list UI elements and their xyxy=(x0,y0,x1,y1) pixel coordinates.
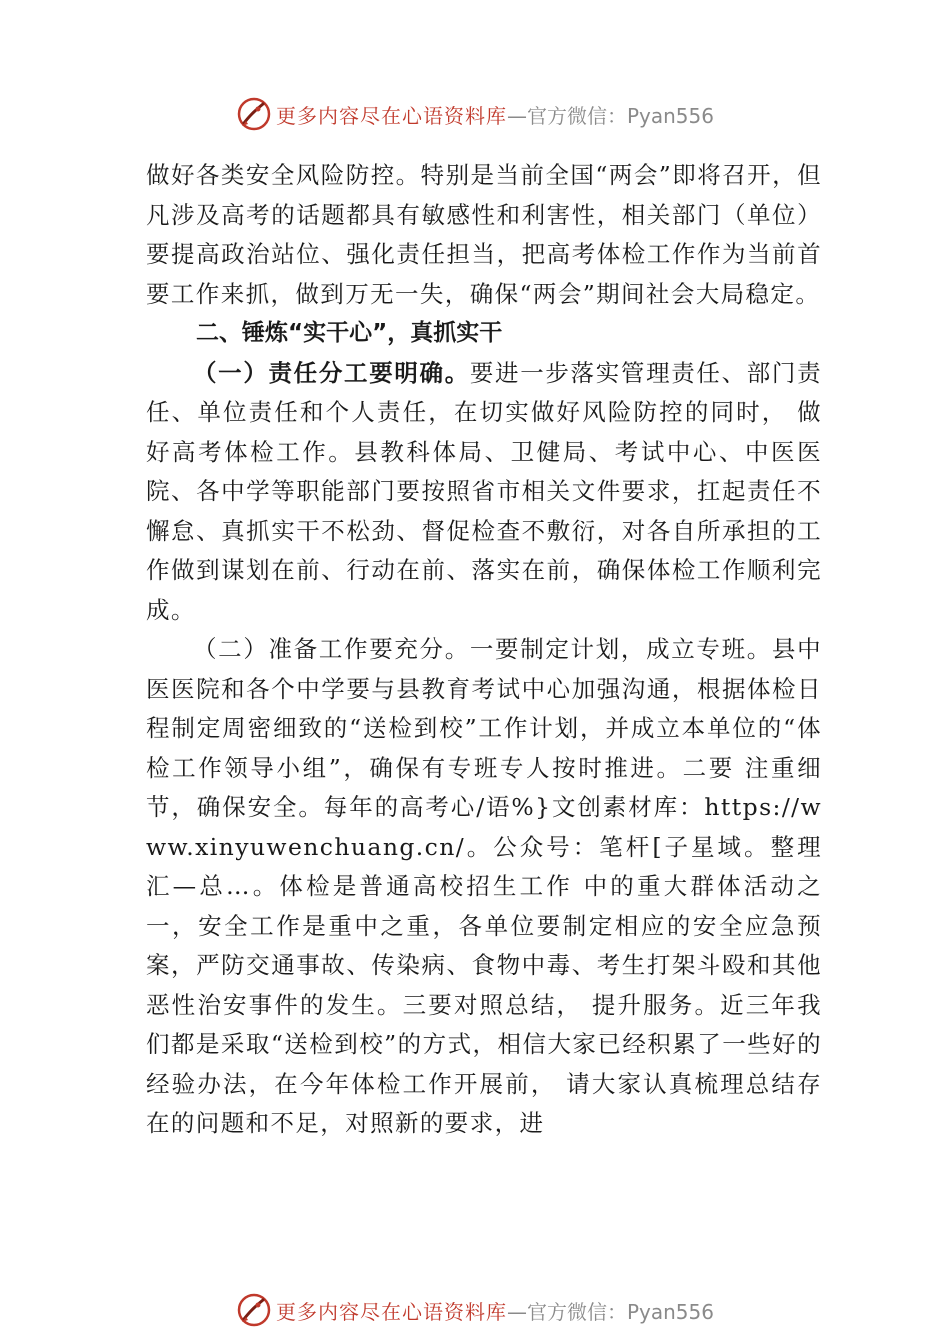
header-brand-text: 更多内容尽在心语资料库 xyxy=(275,103,507,128)
document-body xyxy=(146,156,822,1144)
brush-logo-icon xyxy=(236,96,272,132)
footer-banner xyxy=(0,1290,950,1330)
paragraph-responsibility xyxy=(146,354,822,631)
brush-logo-icon xyxy=(236,1292,272,1328)
header-banner xyxy=(0,94,950,134)
footer-brand-text: 更多内容尽在心语资料库 xyxy=(275,1299,507,1324)
paragraph-responsibility-lead: （一）责任分工要明确。 xyxy=(193,358,470,387)
paragraph-preparation: （二）准备工作要充分。一要制定计划，成立专班。县中医医院和各个中学要与县教育考试中心加强沟通，根据体检日程制定周密细致的“送检到校”工作计划，并成立本单位的“体检工作领导小组”，确保有专班专人按时推进。二要 注重细节，确保安全。每年的高考心/语%}文创素材库：https://www.xinyuwenchuang.cn/。公众号：笔杆[子星域。整理汇—总…。体检是普通高校招生工作 中的重大群体活动之一，安全工作是重中之重，各单位要制定相应的安全应急预案，严防交通事故、传染病、食物中毒、考生打架斗殴和其他恶性治安事件的发生。三要对照总结， 提升服务。近三年我们都是采取“送检到校”的方式，相信大家已经积累了一些好的经验办法，在今年体检工作开展前， 请大家认真梳理总结存在的问题和不足，对照新的要求，进 xyxy=(146,635,822,1137)
paragraph-risk-control: 做好各类安全风险防控。特别是当前全国“两会”即将召开，但凡涉及高考的话题都具有敏感性和利害性，相关部门（单位）要提高政治站位、强化责任担当，把高考体检工作作为当前首要工作来抓，做到万无一失，确保“两会”期间社会大局稳定。 xyxy=(146,161,822,308)
section-heading-2: 二、锤炼“实干心”，真抓实干 xyxy=(196,320,503,346)
footer-wechat-text: —官方微信：Pyan556 xyxy=(506,1299,714,1324)
header-wechat-text: —官方微信：Pyan556 xyxy=(506,103,714,128)
paragraph-responsibility-text: 要进一步落实管理责任、部门责任、单位责任和个人责任，在切实做好风险防控的同时， 做好高考体检工作。县教科体局、卫健局、考试中心、中医医院、各中学等职能部门要按照省市相关文件要求，扛起责任不懈怠、真抓实干不松劲、督促检查不敷衍，对各自所承担的工作做到谋划在前、行动在前、落实在前，确保体检工作顺利完成。 xyxy=(146,358,822,624)
